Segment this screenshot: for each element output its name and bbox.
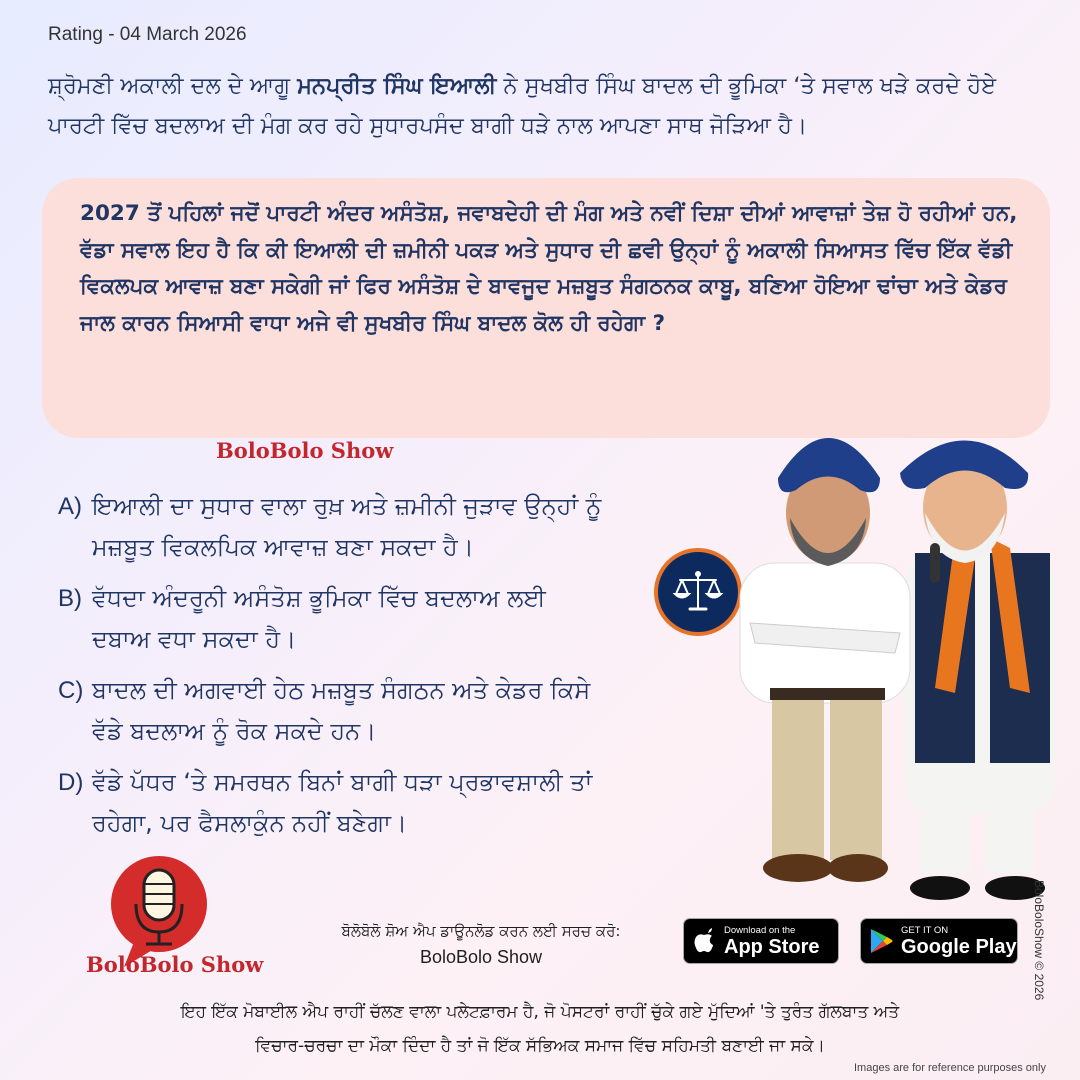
- google-play-large-text: Google Play: [901, 935, 1017, 958]
- poll-options: [58, 486, 718, 854]
- footer-description: [40, 995, 1040, 1063]
- option-line: ਵੱਡੇ ਬਦਲਾਅ ਨੂੰ ਰੋਕ ਸਕਦੇ ਹਨ।: [92, 717, 377, 745]
- scale-of-justice-icon: [654, 548, 742, 636]
- option-line: ਬਾਦਲ ਦੀ ਅਗਵਾਈ ਹੇਠ ਮਜ਼ਬੂਤ ਸੰਗਠਨ ਅਤੇ ਕੇਡਰ ਕਿਸੇ: [92, 676, 591, 704]
- option-key: A): [58, 493, 82, 520]
- footer-line: ਇਹ ਇੱਕ ਮੋਬਾਈਲ ਐਪ ਰਾਹੀਂ ਚੱਲਣ ਵਾਲਾ ਪਲੇਟਫ਼ਾਰਮ ਹੈ, ਜੋ ਪੋਸਟਰਾਂ ਰਾਹੀਂ ਚੁੱਕੇ ਗਏ ਮੁੱਦਿਆਂ 'ਤੇ ਤੁਰੰਤ ਗੱਲਬਾਤ ਅਤੇ: [180, 1002, 900, 1022]
- leader-figure-right: [900, 441, 1055, 901]
- option-a[interactable]: [58, 486, 718, 568]
- option-key: B): [58, 585, 82, 612]
- question-text: 2027 ਤੋਂ ਪਹਿਲਾਂ ਜਦੋਂ ਪਾਰਟੀ ਅੰਦਰ ਅਸੰਤੋਸ਼, ਜਵਾਬਦੇਹੀ ਦੀ ਮੰਗ ਅਤੇ ਨਵੀਂ ਦਿਸ਼ਾ ਦੀਆਂ ਆਵਾਜ਼ਾਂ ਤੇਜ਼ ਹੋ ਰਹੀਆਂ ਹਨ, ਵੱਡਾ ਸਵਾਲ ਇਹ ਹੈ ਕਿ ਕੀ ਇਆਲੀ ਦੀ ਜ਼ਮੀਨੀ ਪਕੜ ਅਤੇ ਸੁਧਾਰ ਦੀ ਛਵੀ ਉਨ੍ਹਾਂ ਨੂੰ ਅਕਾਲੀ ਸਿਆਸਤ ਵਿੱਚ ਇੱਕ ਵੱਡੀ ਵਿਕਲਪਕ ਆਵਾਜ਼ ਬਣਾ ਸਕੇਗੀ ਜਾਂ ਫਿਰ ਅਸੰਤੋਸ਼ ਦੇ ਬਾਵਜੂਦ ਮਜ਼ਬੂਤ ਸੰਗਠਨਕ ਕਾਬੂ, ਬਣਿਆ ਹੋਇਆ ਢਾਂਚਾ ਅਤੇ ਕੇਡਰ ਜਾਲ ਕਾਰਨ ਸਿਆਸੀ ਵਾਧਾ ਅਜੇ ਵੀ ਸੁਖਬੀਰ ਸਿੰਘ ਬਾਦਲ ਕੋਲ ਹੀ ਰਹੇਗਾ ?: [80, 201, 1018, 336]
- google-play-small-text: GET IT ON: [901, 924, 949, 936]
- option-b[interactable]: [58, 578, 718, 660]
- option-line: ਦਬਾਅ ਵਧਾ ਸਕਦਾ ਹੈ।: [92, 625, 297, 653]
- apple-icon: [684, 928, 724, 954]
- app-store-small-text: Download on the: [724, 924, 796, 936]
- footer-line: ਵਿਚਾਰ-ਚਰਚਾ ਦਾ ਮੌਕਾ ਦਿੰਦਾ ਹੈ ਤਾਂ ਜੋ ਇੱਕ ਸੱਭਿਅਕ ਸਮਾਜ ਵਿੱਚ ਸਹਿਮਤੀ ਬਣਾਈ ਜਾ ਸਕੇ।: [255, 1036, 825, 1056]
- option-key: C): [58, 677, 84, 704]
- leader-figure-left: [740, 438, 910, 882]
- option-line: ਰਹੇਗਾ, ਪਰ ਫੈਸਲਾਕੁੰਨ ਨਹੀਂ ਬਣੇਗਾ।: [92, 809, 408, 837]
- option-d[interactable]: [58, 762, 718, 844]
- option-line: ਵੱਧਦਾ ਅੰਦਰੂਨੀ ਅਸੰਤੋਸ਼ ਭੂਮਿਕਾ ਵਿੱਚ ਬਦਲਾਅ ਲਈ: [92, 584, 546, 612]
- intro-text-end: ਨੇ ਸੁਖਬੀਰ ਸਿੰਘ ਬਾਦਲ ਦੀ ਭੂਮਿਕਾ ‘ਤੇ ਸਵਾਲ ਖੜੇ ਕਰਦੇ ਹੋਏ ਪਾਰਟੀ ਵਿੱਚ ਬਦਲਾਅ ਦੀ ਮੰਗ ਕਰ ਰਹੇ ਸੁਧਾਰਪਸੰਦ ਬਾਗੀ ਧੜੇ ਨਾਲ ਆਪਣਾ ਸਾਥ ਜੋੜਿਆ ਹੈ।: [48, 73, 997, 139]
- leaders-illustration: [730, 418, 1080, 918]
- intro-text-start: ਸ਼੍ਰੋਮਣੀ ਅਕਾਲੀ ਦਲ ਦੇ ਆਗੂ: [48, 73, 298, 99]
- app-store-button[interactable]: [683, 918, 839, 964]
- download-app-name: BoloBolo Show: [419, 947, 543, 967]
- option-line: ਮਜ਼ਬੂਤ ਵਿਕਲਪਿਕ ਆਵਾਜ਼ ਬਣਾ ਸਕਦਾ ਹੈ।: [92, 533, 474, 561]
- option-c[interactable]: [58, 670, 718, 752]
- download-prompt: [300, 920, 662, 972]
- image-disclaimer: Images are for reference purposes only: [854, 1062, 1046, 1074]
- download-instruction: ਬੋਲੋਬੋਲੋ ਸ਼ੋਅ ਐਪ ਡਾਊਨਲੋਡ ਕਰਨ ਲਈ ਸਰਚ ਕਰੋ:: [341, 922, 621, 940]
- intro-paragraph: [48, 66, 1038, 146]
- google-play-icon: [861, 928, 901, 954]
- leader-name: ਮਨਪ੍ਰੀਤ ਸਿੰਘ ਇਆਲੀ: [297, 73, 497, 99]
- option-line: ਵੱਡੇ ਪੱਧਰ ‘ਤੇ ਸਮਰਥਨ ਬਿਨਾਂ ਬਾਗੀ ਧੜਾ ਪ੍ਰਭਾਵਸ਼ਾਲੀ ਤਾਂ: [92, 768, 593, 796]
- google-play-button[interactable]: [860, 918, 1018, 964]
- brand-watermark: BoloBolo Show: [216, 438, 394, 463]
- option-line: ਇਆਲੀ ਦਾ ਸੁਧਾਰ ਵਾਲਾ ਰੁਖ਼ ਅਤੇ ਜ਼ਮੀਨੀ ਜੁੜਾਵ ਉਨ੍ਹਾਂ ਨੂੰ: [92, 492, 602, 520]
- copyright-notice: BoloBoloShow © 2026: [1032, 880, 1046, 1001]
- option-key: D): [58, 769, 84, 796]
- app-store-large-text: App Store: [724, 935, 820, 958]
- logo-brand-name: BoloBolo Show: [86, 952, 264, 977]
- post-date: Rating - 04 March 2026: [48, 24, 247, 45]
